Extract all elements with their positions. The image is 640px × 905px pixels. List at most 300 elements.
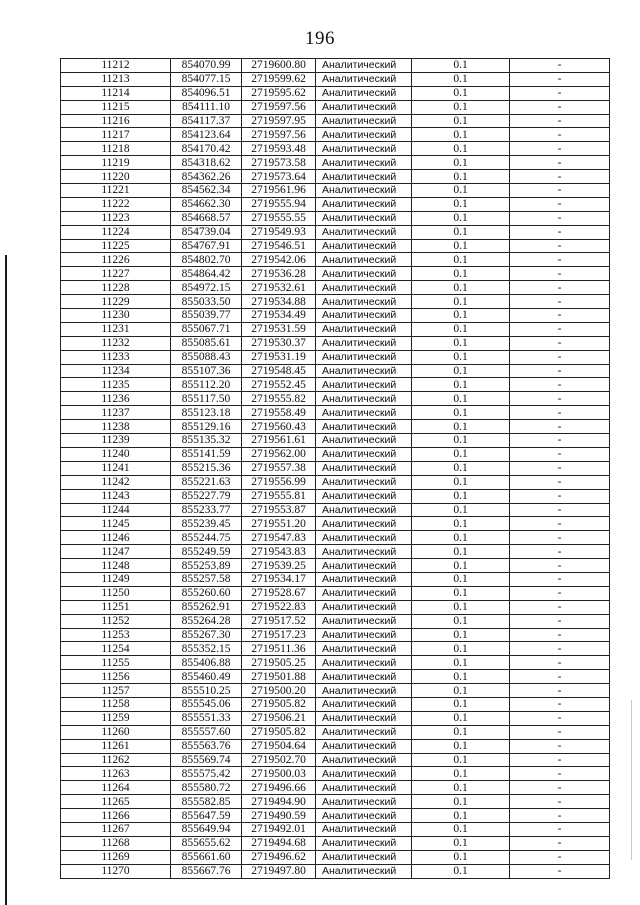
- y-coordinate-cell: 2719500.03: [242, 767, 316, 781]
- accuracy-cell: 0.1: [412, 684, 510, 698]
- note-cell: -: [510, 795, 610, 809]
- y-coordinate-cell: 2719492.01: [242, 822, 316, 836]
- point-number-cell: 11231: [61, 322, 171, 336]
- coordinates-table: [60, 58, 610, 879]
- x-coordinate-cell: 855260.60: [171, 586, 242, 600]
- accuracy-cell: 0.1: [412, 850, 510, 864]
- table-row: [61, 184, 610, 198]
- table-row: [61, 864, 610, 878]
- note-cell: -: [510, 864, 610, 878]
- method-cell: Аналитический: [316, 434, 412, 448]
- x-coordinate-cell: 855112.20: [171, 378, 242, 392]
- point-number-cell: 11229: [61, 295, 171, 309]
- point-number-cell: 11236: [61, 392, 171, 406]
- y-coordinate-cell: 2719561.61: [242, 434, 316, 448]
- x-coordinate-cell: 855655.62: [171, 836, 242, 850]
- accuracy-cell: 0.1: [412, 128, 510, 142]
- point-number-cell: 11247: [61, 545, 171, 559]
- method-cell: Аналитический: [316, 350, 412, 364]
- note-cell: -: [510, 531, 610, 545]
- accuracy-cell: 0.1: [412, 72, 510, 86]
- method-cell: Аналитический: [316, 170, 412, 184]
- x-coordinate-cell: 855545.06: [171, 697, 242, 711]
- x-coordinate-cell: 855221.63: [171, 475, 242, 489]
- y-coordinate-cell: 2719522.83: [242, 600, 316, 614]
- note-cell: -: [510, 809, 610, 823]
- y-coordinate-cell: 2719528.67: [242, 586, 316, 600]
- accuracy-cell: 0.1: [412, 336, 510, 350]
- table-row: [61, 545, 610, 559]
- point-number-cell: 11260: [61, 725, 171, 739]
- accuracy-cell: 0.1: [412, 836, 510, 850]
- point-number-cell: 11235: [61, 378, 171, 392]
- method-cell: Аналитический: [316, 475, 412, 489]
- note-cell: -: [510, 447, 610, 461]
- table-row: [61, 781, 610, 795]
- note-cell: -: [510, 586, 610, 600]
- note-cell: -: [510, 614, 610, 628]
- accuracy-cell: 0.1: [412, 822, 510, 836]
- accuracy-cell: 0.1: [412, 795, 510, 809]
- note-cell: -: [510, 420, 610, 434]
- note-cell: -: [510, 572, 610, 586]
- accuracy-cell: 0.1: [412, 309, 510, 323]
- y-coordinate-cell: 2719593.48: [242, 142, 316, 156]
- method-cell: Аналитический: [316, 864, 412, 878]
- accuracy-cell: 0.1: [412, 753, 510, 767]
- x-coordinate-cell: 854668.57: [171, 211, 242, 225]
- x-coordinate-cell: 855580.72: [171, 781, 242, 795]
- point-number-cell: 11245: [61, 517, 171, 531]
- table-row: [61, 670, 610, 684]
- note-cell: -: [510, 59, 610, 73]
- method-cell: Аналитический: [316, 461, 412, 475]
- table-row: [61, 739, 610, 753]
- x-coordinate-cell: 855253.89: [171, 559, 242, 573]
- table-row: [61, 128, 610, 142]
- point-number-cell: 11224: [61, 225, 171, 239]
- y-coordinate-cell: 2719599.62: [242, 72, 316, 86]
- x-coordinate-cell: 855227.79: [171, 489, 242, 503]
- accuracy-cell: 0.1: [412, 670, 510, 684]
- method-cell: Аналитический: [316, 781, 412, 795]
- note-cell: -: [510, 86, 610, 100]
- y-coordinate-cell: 2719494.90: [242, 795, 316, 809]
- point-number-cell: 11222: [61, 197, 171, 211]
- note-cell: -: [510, 239, 610, 253]
- x-coordinate-cell: 855460.49: [171, 670, 242, 684]
- accuracy-cell: 0.1: [412, 86, 510, 100]
- note-cell: -: [510, 434, 610, 448]
- table-row: [61, 156, 610, 170]
- accuracy-cell: 0.1: [412, 59, 510, 73]
- point-number-cell: 11216: [61, 114, 171, 128]
- x-coordinate-cell: 855582.85: [171, 795, 242, 809]
- accuracy-cell: 0.1: [412, 809, 510, 823]
- table-row: [61, 559, 610, 573]
- method-cell: Аналитический: [316, 309, 412, 323]
- table-row: [61, 100, 610, 114]
- x-coordinate-cell: 855233.77: [171, 503, 242, 517]
- point-number-cell: 11241: [61, 461, 171, 475]
- point-number-cell: 11221: [61, 184, 171, 198]
- point-number-cell: 11214: [61, 86, 171, 100]
- x-coordinate-cell: 855085.61: [171, 336, 242, 350]
- accuracy-cell: 0.1: [412, 253, 510, 267]
- table-row: [61, 767, 610, 781]
- method-cell: Аналитический: [316, 503, 412, 517]
- point-number-cell: 11259: [61, 711, 171, 725]
- accuracy-cell: 0.1: [412, 864, 510, 878]
- y-coordinate-cell: 2719534.49: [242, 309, 316, 323]
- y-coordinate-cell: 2719504.64: [242, 739, 316, 753]
- method-cell: Аналитический: [316, 531, 412, 545]
- point-number-cell: 11258: [61, 697, 171, 711]
- table-row: [61, 420, 610, 434]
- note-cell: -: [510, 711, 610, 725]
- note-cell: -: [510, 517, 610, 531]
- note-cell: -: [510, 822, 610, 836]
- accuracy-cell: 0.1: [412, 725, 510, 739]
- y-coordinate-cell: 2719597.95: [242, 114, 316, 128]
- note-cell: -: [510, 267, 610, 281]
- point-number-cell: 11265: [61, 795, 171, 809]
- note-cell: -: [510, 725, 610, 739]
- accuracy-cell: 0.1: [412, 767, 510, 781]
- method-cell: Аналитический: [316, 406, 412, 420]
- table-row: [61, 281, 610, 295]
- point-number-cell: 11267: [61, 822, 171, 836]
- accuracy-cell: 0.1: [412, 559, 510, 573]
- method-cell: Аналитический: [316, 545, 412, 559]
- accuracy-cell: 0.1: [412, 711, 510, 725]
- y-coordinate-cell: 2719547.83: [242, 531, 316, 545]
- method-cell: Аналитический: [316, 142, 412, 156]
- note-cell: -: [510, 295, 610, 309]
- accuracy-cell: 0.1: [412, 156, 510, 170]
- accuracy-cell: 0.1: [412, 322, 510, 336]
- point-number-cell: 11219: [61, 156, 171, 170]
- method-cell: Аналитический: [316, 489, 412, 503]
- accuracy-cell: 0.1: [412, 642, 510, 656]
- x-coordinate-cell: 854362.26: [171, 170, 242, 184]
- method-cell: Аналитический: [316, 795, 412, 809]
- y-coordinate-cell: 2719496.66: [242, 781, 316, 795]
- x-coordinate-cell: 855129.16: [171, 420, 242, 434]
- table-row: [61, 211, 610, 225]
- x-coordinate-cell: 854864.42: [171, 267, 242, 281]
- x-coordinate-cell: 855135.32: [171, 434, 242, 448]
- x-coordinate-cell: 854077.15: [171, 72, 242, 86]
- x-coordinate-cell: 855647.59: [171, 809, 242, 823]
- table-row: [61, 850, 610, 864]
- y-coordinate-cell: 2719549.93: [242, 225, 316, 239]
- point-number-cell: 11234: [61, 364, 171, 378]
- accuracy-cell: 0.1: [412, 697, 510, 711]
- y-coordinate-cell: 2719542.06: [242, 253, 316, 267]
- x-coordinate-cell: 855563.76: [171, 739, 242, 753]
- point-number-cell: 11220: [61, 170, 171, 184]
- y-coordinate-cell: 2719531.59: [242, 322, 316, 336]
- x-coordinate-cell: 855123.18: [171, 406, 242, 420]
- method-cell: Аналитический: [316, 572, 412, 586]
- accuracy-cell: 0.1: [412, 614, 510, 628]
- x-coordinate-cell: 855244.75: [171, 531, 242, 545]
- y-coordinate-cell: 2719558.49: [242, 406, 316, 420]
- note-cell: -: [510, 170, 610, 184]
- x-coordinate-cell: 855264.28: [171, 614, 242, 628]
- note-cell: -: [510, 309, 610, 323]
- table-row: [61, 406, 610, 420]
- x-coordinate-cell: 855249.59: [171, 545, 242, 559]
- method-cell: Аналитический: [316, 114, 412, 128]
- point-number-cell: 11215: [61, 100, 171, 114]
- accuracy-cell: 0.1: [412, 406, 510, 420]
- point-number-cell: 11264: [61, 781, 171, 795]
- accuracy-cell: 0.1: [412, 267, 510, 281]
- x-coordinate-cell: 855067.71: [171, 322, 242, 336]
- accuracy-cell: 0.1: [412, 503, 510, 517]
- method-cell: Аналитический: [316, 128, 412, 142]
- x-coordinate-cell: 854170.42: [171, 142, 242, 156]
- table-row: [61, 642, 610, 656]
- table-row: [61, 295, 610, 309]
- method-cell: Аналитический: [316, 836, 412, 850]
- note-cell: -: [510, 684, 610, 698]
- point-number-cell: 11251: [61, 600, 171, 614]
- method-cell: Аналитический: [316, 322, 412, 336]
- table-row: [61, 114, 610, 128]
- method-cell: Аналитический: [316, 614, 412, 628]
- y-coordinate-cell: 2719552.45: [242, 378, 316, 392]
- y-coordinate-cell: 2719494.68: [242, 836, 316, 850]
- point-number-cell: 11232: [61, 336, 171, 350]
- table-row: [61, 322, 610, 336]
- method-cell: Аналитический: [316, 59, 412, 73]
- y-coordinate-cell: 2719560.43: [242, 420, 316, 434]
- note-cell: -: [510, 739, 610, 753]
- accuracy-cell: 0.1: [412, 211, 510, 225]
- point-number-cell: 11217: [61, 128, 171, 142]
- table-row: [61, 378, 610, 392]
- table-row: [61, 225, 610, 239]
- x-coordinate-cell: 855239.45: [171, 517, 242, 531]
- note-cell: -: [510, 545, 610, 559]
- point-number-cell: 11263: [61, 767, 171, 781]
- table-row: [61, 586, 610, 600]
- accuracy-cell: 0.1: [412, 170, 510, 184]
- table-row: [61, 628, 610, 642]
- method-cell: Аналитический: [316, 281, 412, 295]
- note-cell: -: [510, 184, 610, 198]
- method-cell: Аналитический: [316, 156, 412, 170]
- method-cell: Аналитический: [316, 295, 412, 309]
- accuracy-cell: 0.1: [412, 392, 510, 406]
- note-cell: -: [510, 378, 610, 392]
- point-number-cell: 11244: [61, 503, 171, 517]
- table-row: [61, 253, 610, 267]
- point-number-cell: 11270: [61, 864, 171, 878]
- note-cell: -: [510, 406, 610, 420]
- y-coordinate-cell: 2719597.56: [242, 128, 316, 142]
- y-coordinate-cell: 2719539.25: [242, 559, 316, 573]
- y-coordinate-cell: 2719555.55: [242, 211, 316, 225]
- y-coordinate-cell: 2719517.23: [242, 628, 316, 642]
- x-coordinate-cell: 854123.64: [171, 128, 242, 142]
- x-coordinate-cell: 855557.60: [171, 725, 242, 739]
- y-coordinate-cell: 2719548.45: [242, 364, 316, 378]
- x-coordinate-cell: 855117.50: [171, 392, 242, 406]
- y-coordinate-cell: 2719505.82: [242, 697, 316, 711]
- coordinates-table-body: [61, 59, 610, 879]
- accuracy-cell: 0.1: [412, 295, 510, 309]
- accuracy-cell: 0.1: [412, 475, 510, 489]
- x-coordinate-cell: 854767.91: [171, 239, 242, 253]
- y-coordinate-cell: 2719557.38: [242, 461, 316, 475]
- x-coordinate-cell: 855141.59: [171, 447, 242, 461]
- x-coordinate-cell: 855575.42: [171, 767, 242, 781]
- table-row: [61, 822, 610, 836]
- method-cell: Аналитический: [316, 253, 412, 267]
- accuracy-cell: 0.1: [412, 114, 510, 128]
- point-number-cell: 11225: [61, 239, 171, 253]
- point-number-cell: 11261: [61, 739, 171, 753]
- note-cell: -: [510, 336, 610, 350]
- y-coordinate-cell: 2719543.83: [242, 545, 316, 559]
- x-coordinate-cell: 854070.99: [171, 59, 242, 73]
- page-number: 196: [305, 28, 335, 49]
- point-number-cell: 11237: [61, 406, 171, 420]
- method-cell: Аналитический: [316, 184, 412, 198]
- y-coordinate-cell: 2719534.88: [242, 295, 316, 309]
- method-cell: Аналитический: [316, 697, 412, 711]
- y-coordinate-cell: 2719517.52: [242, 614, 316, 628]
- point-number-cell: 11257: [61, 684, 171, 698]
- point-number-cell: 11246: [61, 531, 171, 545]
- table-row: [61, 600, 610, 614]
- note-cell: -: [510, 670, 610, 684]
- note-cell: -: [510, 211, 610, 225]
- method-cell: Аналитический: [316, 225, 412, 239]
- y-coordinate-cell: 2719500.20: [242, 684, 316, 698]
- note-cell: -: [510, 836, 610, 850]
- table-row: [61, 392, 610, 406]
- y-coordinate-cell: 2719501.88: [242, 670, 316, 684]
- note-cell: -: [510, 642, 610, 656]
- note-cell: -: [510, 197, 610, 211]
- x-coordinate-cell: 855107.36: [171, 364, 242, 378]
- x-coordinate-cell: 854318.62: [171, 156, 242, 170]
- accuracy-cell: 0.1: [412, 628, 510, 642]
- y-coordinate-cell: 2719562.00: [242, 447, 316, 461]
- method-cell: Аналитический: [316, 559, 412, 573]
- binding-margin-line: [5, 255, 7, 905]
- accuracy-cell: 0.1: [412, 100, 510, 114]
- point-number-cell: 11230: [61, 309, 171, 323]
- note-cell: -: [510, 364, 610, 378]
- method-cell: Аналитический: [316, 642, 412, 656]
- point-number-cell: 11233: [61, 350, 171, 364]
- table-row: [61, 809, 610, 823]
- method-cell: Аналитический: [316, 628, 412, 642]
- note-cell: -: [510, 281, 610, 295]
- point-number-cell: 11242: [61, 475, 171, 489]
- y-coordinate-cell: 2719551.20: [242, 517, 316, 531]
- y-coordinate-cell: 2719502.70: [242, 753, 316, 767]
- table-row: [61, 489, 610, 503]
- table-row: [61, 170, 610, 184]
- note-cell: -: [510, 225, 610, 239]
- method-cell: Аналитический: [316, 392, 412, 406]
- x-coordinate-cell: 855215.36: [171, 461, 242, 475]
- accuracy-cell: 0.1: [412, 378, 510, 392]
- accuracy-cell: 0.1: [412, 350, 510, 364]
- method-cell: Аналитический: [316, 725, 412, 739]
- note-cell: -: [510, 628, 610, 642]
- method-cell: Аналитический: [316, 850, 412, 864]
- point-number-cell: 11252: [61, 614, 171, 628]
- table-row: [61, 656, 610, 670]
- x-coordinate-cell: 854096.51: [171, 86, 242, 100]
- x-coordinate-cell: 855088.43: [171, 350, 242, 364]
- table-row: [61, 531, 610, 545]
- y-coordinate-cell: 2719597.56: [242, 100, 316, 114]
- point-number-cell: 11240: [61, 447, 171, 461]
- table-row: [61, 725, 610, 739]
- method-cell: Аналитический: [316, 517, 412, 531]
- y-coordinate-cell: 2719505.82: [242, 725, 316, 739]
- accuracy-cell: 0.1: [412, 461, 510, 475]
- point-number-cell: 11268: [61, 836, 171, 850]
- table-row: [61, 72, 610, 86]
- x-coordinate-cell: 854111.10: [171, 100, 242, 114]
- x-coordinate-cell: 855661.60: [171, 850, 242, 864]
- accuracy-cell: 0.1: [412, 239, 510, 253]
- x-coordinate-cell: 855569.74: [171, 753, 242, 767]
- note-cell: -: [510, 114, 610, 128]
- scan-edge-mark: [631, 700, 632, 860]
- accuracy-cell: 0.1: [412, 586, 510, 600]
- note-cell: -: [510, 461, 610, 475]
- y-coordinate-cell: 2719497.80: [242, 864, 316, 878]
- x-coordinate-cell: 855510.25: [171, 684, 242, 698]
- accuracy-cell: 0.1: [412, 517, 510, 531]
- table-row: [61, 447, 610, 461]
- accuracy-cell: 0.1: [412, 572, 510, 586]
- note-cell: -: [510, 767, 610, 781]
- table-row: [61, 836, 610, 850]
- table-row: [61, 239, 610, 253]
- accuracy-cell: 0.1: [412, 447, 510, 461]
- table-row: [61, 614, 610, 628]
- note-cell: -: [510, 392, 610, 406]
- x-coordinate-cell: 854972.15: [171, 281, 242, 295]
- accuracy-cell: 0.1: [412, 225, 510, 239]
- accuracy-cell: 0.1: [412, 739, 510, 753]
- y-coordinate-cell: 2719496.62: [242, 850, 316, 864]
- x-coordinate-cell: 855033.50: [171, 295, 242, 309]
- accuracy-cell: 0.1: [412, 781, 510, 795]
- accuracy-cell: 0.1: [412, 531, 510, 545]
- y-coordinate-cell: 2719506.21: [242, 711, 316, 725]
- table-row: [61, 434, 610, 448]
- note-cell: -: [510, 475, 610, 489]
- y-coordinate-cell: 2719600.80: [242, 59, 316, 73]
- point-number-cell: 11266: [61, 809, 171, 823]
- note-cell: -: [510, 156, 610, 170]
- point-number-cell: 11239: [61, 434, 171, 448]
- accuracy-cell: 0.1: [412, 420, 510, 434]
